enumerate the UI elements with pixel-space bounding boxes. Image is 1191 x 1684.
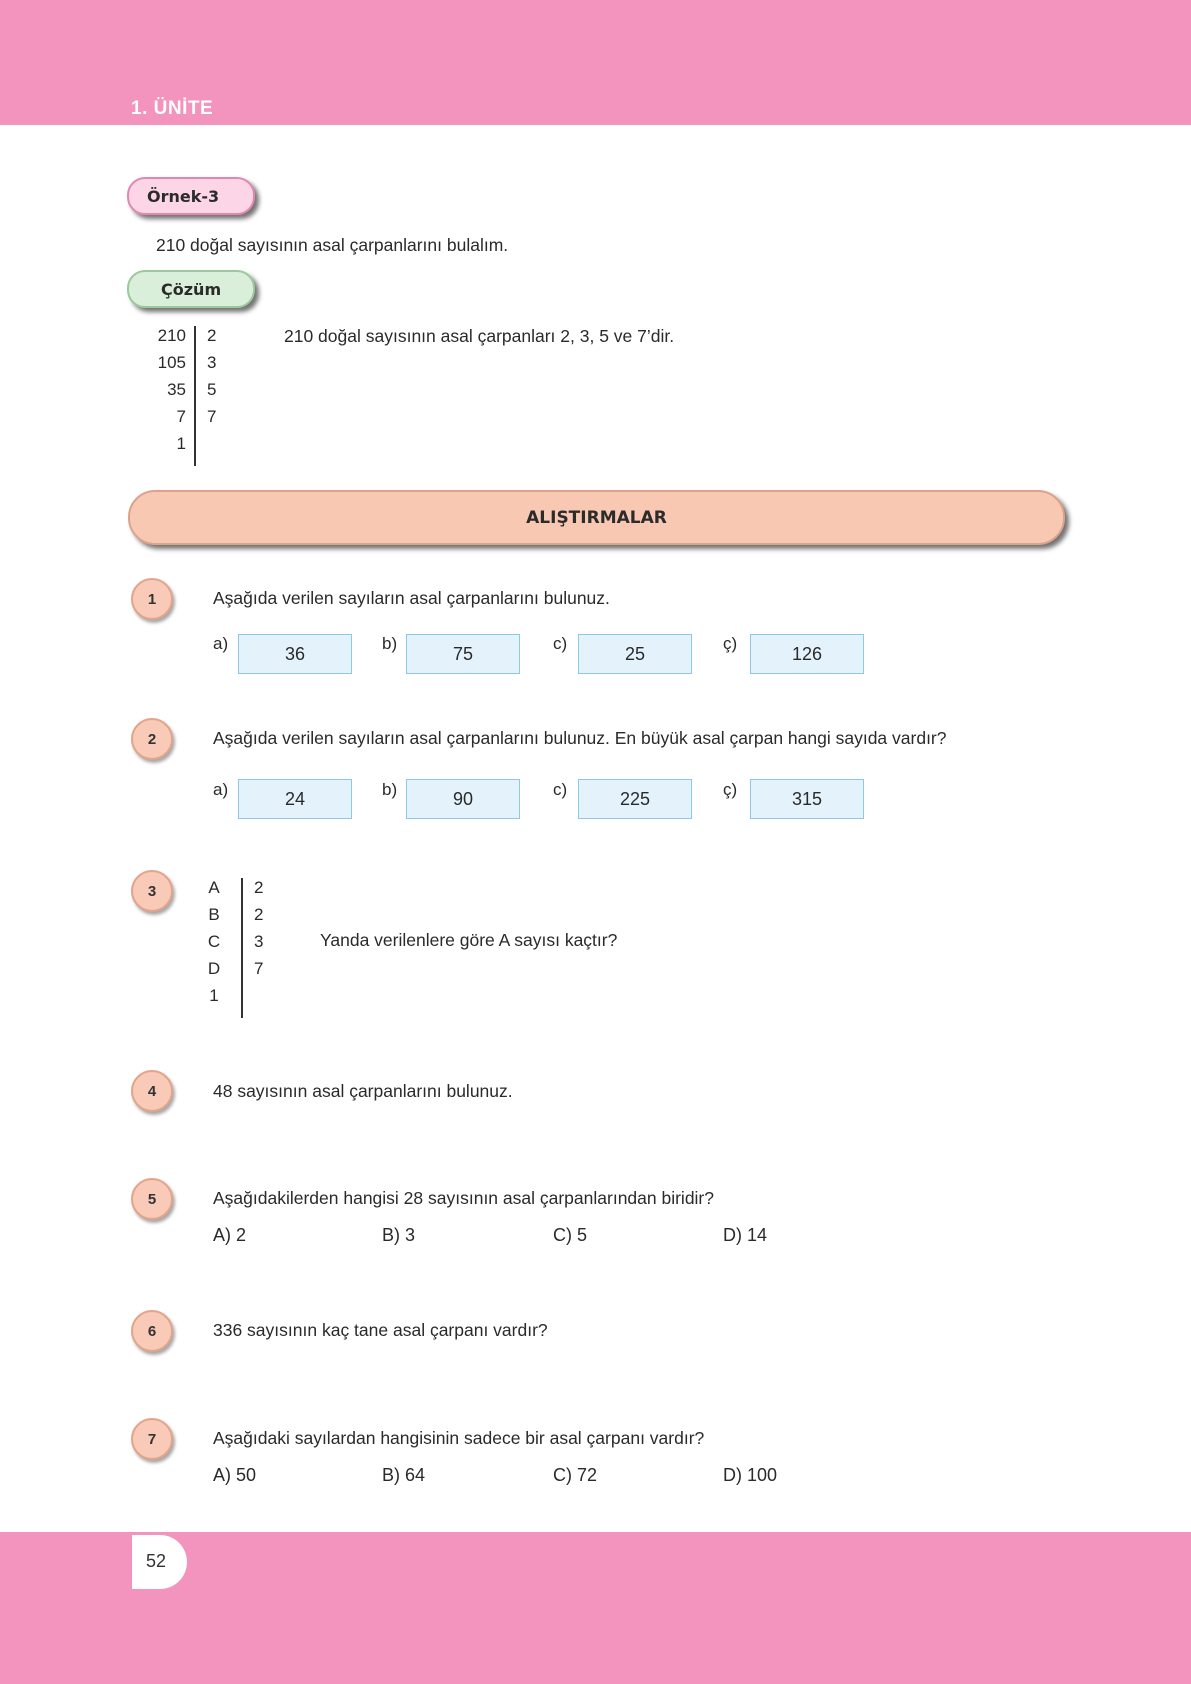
ladder-dividends <box>204 874 224 1009</box>
ladder-value: 35 <box>167 380 186 399</box>
ladder-value: 1 <box>176 434 186 453</box>
q7-choice: A) 50 <box>213 1465 257 1485</box>
q4-text: 48 sayısının asal çarpanlarını bulunuz. <box>213 1081 513 1101</box>
question-number: 2 <box>147 730 157 748</box>
ladder-value: 2 <box>254 905 264 924</box>
q7-choice: C) 72 <box>553 1465 598 1485</box>
ladder-value: 3 <box>254 932 264 951</box>
q2-option-label: a) <box>213 780 229 799</box>
exercises-banner <box>128 490 1065 545</box>
ladder-value: A <box>208 878 220 897</box>
q5-text: Aşağıdakilerden hangisi 28 sayısının asal çarpanlarından biridir? <box>213 1188 714 1208</box>
q3-text: Yanda verilenlere göre A sayısı kaçtır? <box>320 930 618 950</box>
question-number: 7 <box>147 1430 157 1448</box>
q2-option-label: c) <box>553 780 568 799</box>
ladder-value: 5 <box>207 380 217 399</box>
ladder-value: C <box>207 932 221 951</box>
q7-choice: D) 100 <box>723 1465 778 1485</box>
q7-choice: B) 64 <box>382 1465 426 1485</box>
solution-badge <box>127 270 255 308</box>
q2-number-box: 225 <box>578 779 692 819</box>
q1-number-box: 25 <box>578 634 692 674</box>
q1-number-box: 36 <box>238 634 352 674</box>
q2-option-label: ç) <box>723 780 738 799</box>
question-number-badge <box>131 718 173 760</box>
ladder-divisors <box>254 874 263 982</box>
page-number: 52 <box>146 1551 167 1571</box>
question-number: 1 <box>147 590 157 608</box>
question-number: 3 <box>147 882 157 900</box>
question-number-badge <box>131 870 173 912</box>
question-number-badge <box>131 1418 173 1460</box>
q1-text: Aşağıda verilen sayıların asal çarpanlarını bulunuz. <box>213 588 610 608</box>
ladder-value: 1 <box>209 986 219 1005</box>
ladder-value: B <box>208 905 220 924</box>
ladder-value: D <box>207 959 221 978</box>
example-question: 210 doğal sayısının asal çarpanlarını bulalım. <box>156 235 509 255</box>
question-number: 5 <box>147 1190 157 1208</box>
ladder-value: 2 <box>207 326 217 345</box>
question-number-badge <box>131 1310 173 1352</box>
q2-number-box: 315 <box>750 779 864 819</box>
q1-option-label: b) <box>382 634 398 653</box>
q5-choice: A) 2 <box>213 1225 247 1245</box>
question-number: 4 <box>147 1082 157 1100</box>
ladder-divider <box>194 326 196 466</box>
q6-text: 336 sayısının kaç tane asal çarpanı vardır? <box>213 1320 548 1340</box>
ladder-divisors <box>207 322 216 430</box>
q5-choice: C) 5 <box>553 1225 588 1245</box>
unit-label: 1. ÜNİTE <box>131 98 214 119</box>
question-number-badge <box>131 578 173 620</box>
question-number-badge <box>131 1070 173 1112</box>
ladder-value: 3 <box>207 353 217 372</box>
question-number-badge <box>131 1178 173 1220</box>
q1-option-label: ç) <box>723 634 738 653</box>
q1-number-box: 126 <box>750 634 864 674</box>
example-title-badge <box>127 177 255 215</box>
example-title: Örnek-3 <box>147 186 220 206</box>
ladder-value: 7 <box>176 407 186 426</box>
ladder-value: 210 <box>157 326 186 345</box>
q5-choice: D) 14 <box>723 1225 768 1245</box>
ladder-value: 7 <box>207 407 217 426</box>
exercises-title: ALIŞTIRMALAR <box>526 507 667 528</box>
example-answer: 210 doğal sayısının asal çarpanları 2, 3, 5 ve 7’dir. <box>284 326 675 346</box>
q5-choice: B) 3 <box>382 1225 416 1245</box>
q2-number-box: 24 <box>238 779 352 819</box>
q7-text: Aşağıdaki sayılardan hangisinin sadece bir asal çarpanı vardır? <box>213 1428 705 1448</box>
q2-number-box: 90 <box>406 779 520 819</box>
ladder-value: 7 <box>254 959 264 978</box>
ladder-value: 105 <box>157 353 186 372</box>
q1-number-box: 75 <box>406 634 520 674</box>
ladder-divider <box>241 878 243 1018</box>
q1-option-label: a) <box>213 634 229 653</box>
ladder-value: 2 <box>254 878 264 897</box>
solution-label: Çözüm <box>161 279 222 299</box>
q2-text: Aşağıda verilen sayıların asal çarpanlarını bulunuz. En büyük asal çarpan hangi sayıda vardır? <box>213 728 947 748</box>
ladder-dividends <box>140 322 186 457</box>
question-number: 6 <box>147 1322 157 1340</box>
q1-option-label: c) <box>553 634 568 653</box>
q2-option-label: b) <box>382 780 398 799</box>
